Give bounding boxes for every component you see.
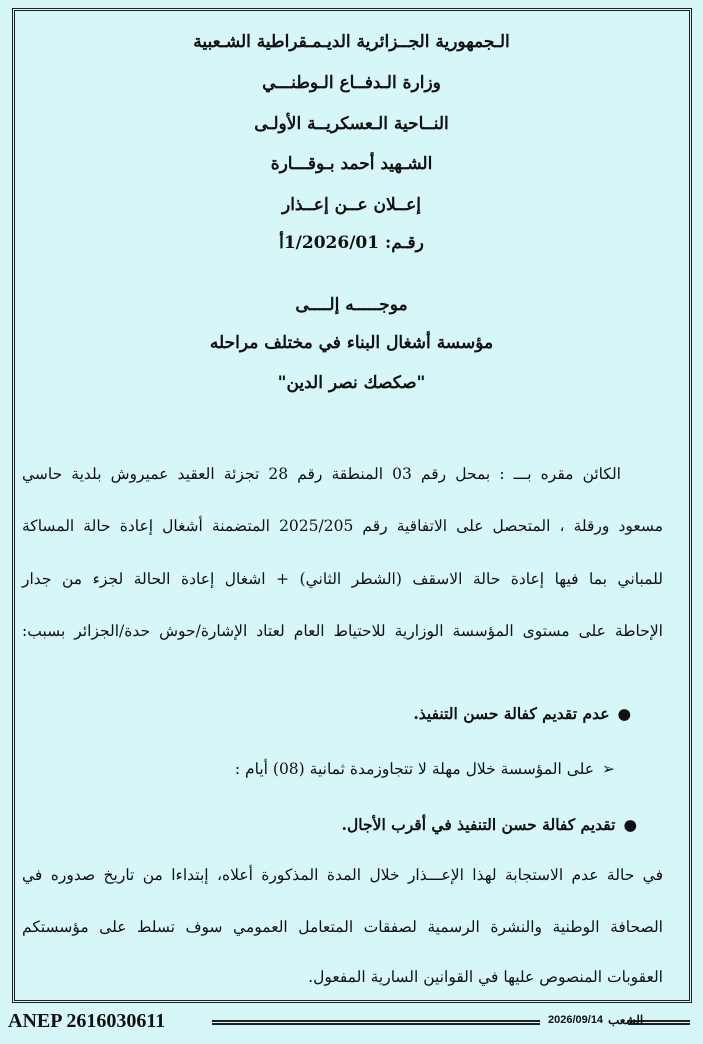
- ministry-title: وزارة الـدفــاع الـوطنـــي: [262, 73, 441, 93]
- addressee-company: مؤسسة أشغال البناء في مختلف مراحله: [209, 333, 494, 353]
- body-line-4: الإحاطة على مستوى المؤسسة الوزارية للاحتياط العام لعتاد الإشارة/حوش حدة/الجزائر بسبب:: [22, 622, 663, 640]
- reason-bullet-1: [413, 704, 631, 723]
- closing-line-2: الصحافة الوطنية والنشرة الرسمية لصفقات المتعامل العمومي سوف تسلط على مؤسستكم: [22, 918, 663, 936]
- republic-title: الـجمهورية الجــزائرية الديـمـقراطية الشـعبية: [193, 32, 510, 52]
- reference-number: رقـم: 1/2026/01أ: [279, 233, 424, 253]
- martyr-title: الشـهيد أحمد بـوقـــارة: [270, 154, 433, 174]
- reason-bullet-2: [342, 815, 637, 834]
- body-line-2: مسعود ورقلة ، المتحصل على الاتفاقية رقم 2025/205 المتضمنة أشغال إعادة حالة المساكة: [22, 517, 663, 535]
- footer-bar: [0, 1006, 703, 1040]
- publication-name: الشعب: [608, 1013, 644, 1027]
- closing-line-1: في حالة عدم الاستجابة لهذا الإعـــذار خلال المدة المذكورة أعلاه، إبتداءا من تاريخ صدوره في: [22, 866, 663, 884]
- closing-line-3: العقوبات المنصوص عليها في القوانين السارية المفعول.: [308, 968, 663, 986]
- addressee-name: "صكصك نصر الدين": [277, 373, 426, 393]
- region-title: النــاحية الـعسكريــة الأولـى: [254, 114, 449, 134]
- addressee-label: موجـــــه إلــــى: [295, 295, 408, 315]
- deadline-text: على المؤسسة خلال مهلة لا تتجاوزمدة ثمانية (08) أيام :: [234, 760, 594, 778]
- deadline-line: [235, 760, 615, 778]
- notice-title: إعــلان عــن إعــذار: [281, 195, 422, 215]
- body-line-3: للمباني بما فيها إعادة حالة الاسقف (الشطر الثاني) + اشغال إعادة الحالة لجزء من جدار: [22, 570, 663, 588]
- reason-text-1: عدم تقديم كفالة حسن التنفيذ.: [413, 704, 610, 723]
- footer-rule-left: [212, 1020, 540, 1025]
- arrowhead-icon: ➢: [602, 760, 615, 778]
- anep-code: ANEP 2616030611: [8, 1010, 166, 1032]
- reason-text-2: تقديم كفالة حسن التنفيذ في أقرب الأجال.: [341, 815, 616, 834]
- bullet-dot-icon: ●: [623, 815, 637, 834]
- body-line-1: الكائن مقره بـــ : بمحل رقم 03 المنطقة رقم 28 تجزئة العقيد عميروش بلدية حاسي: [22, 465, 621, 483]
- bullet-dot-icon: ●: [617, 704, 631, 723]
- publication-date: 2026/09/14: [548, 1014, 604, 1026]
